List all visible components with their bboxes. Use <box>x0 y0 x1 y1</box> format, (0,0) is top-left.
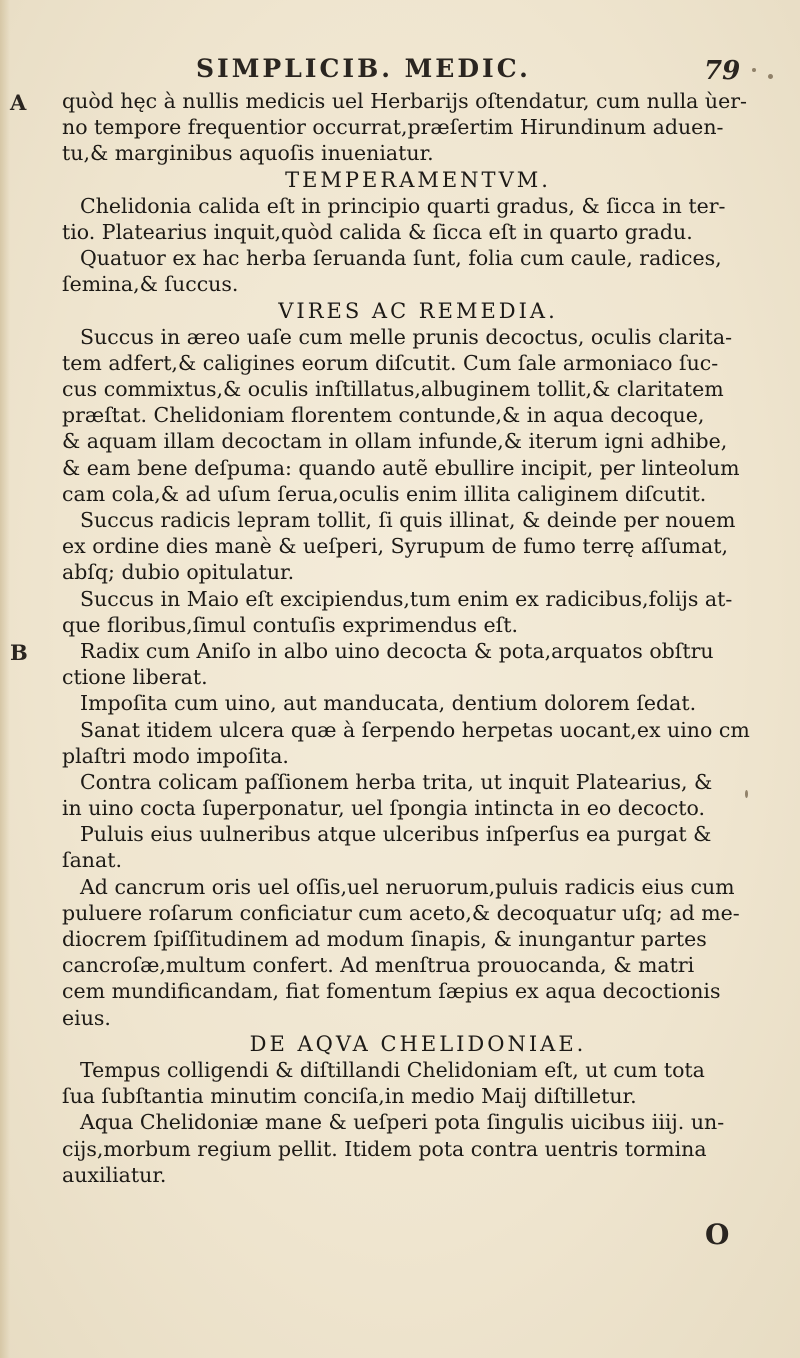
text-line: Succus in æreo uaſe cum melle prunis decoctus, oculis clarita- <box>80 324 733 349</box>
text-line: præſtat. Chelidoniam florentem contunde,& in aqua decoque, <box>62 403 705 428</box>
section-heading: TEMPERAMENTVM. <box>285 167 551 192</box>
text-line: Succus in Maio eſt excipiendus,tum enim ex radicibus,folijs at- <box>80 586 733 611</box>
text-line: ſemina,& ſuccus. <box>62 272 239 297</box>
margin-letter-b: B <box>10 640 28 665</box>
text-line: Radix cum Aniſo in albo uino decocta & pota,arquatos obſtru <box>80 638 714 663</box>
text-line: ſanat. <box>62 848 122 873</box>
catchword: O <box>705 1218 730 1251</box>
text-line: ſua ſubſtantia minutim conciſa,in medio Maij diſtilletur. <box>62 1084 637 1109</box>
text-line: cijs,morbum regium pellit. Itidem pota contra uentris tormina <box>62 1136 707 1161</box>
text-line: auxiliatur. <box>62 1162 167 1187</box>
text-line: tio. Platearius inquit,quòd calida & ſicca eſt in quarto gradu. <box>62 219 693 244</box>
text-line: Impoſita cum uino, aut manducata, dentium dolorem ſedat. <box>80 691 697 716</box>
text-line: Tempus colligendi & diſtillandi Chelidoniam eſt, ut cum tota <box>80 1057 705 1082</box>
text-line: plaſtri modo impoſita. <box>62 743 289 768</box>
text-line: tu,& marginibus aquoſis inueniatur. <box>62 141 434 166</box>
text-line: Sanat itidem ulcera quæ à ſerpendo herpetas uocant,ex uino cm <box>80 717 750 742</box>
text-line: cancroſæ,multum confert. Ad menſtrua prouocanda, & matri <box>62 953 695 978</box>
text-line: que floribus,ſimul contuſis exprimendus eſt. <box>62 612 518 637</box>
text-line: ex ordine dies manè & ueſperi, Syrupum de fumo terrę aſſumat, <box>62 534 728 559</box>
text-line: Ad cancrum oris uel oſſis,uel neruorum,puluis radicis eius cum <box>80 874 735 899</box>
text-line: in uino cocta ſuperponatur, uel ſpongia intincta in eo decocto. <box>62 796 705 821</box>
ink-speck <box>752 68 756 72</box>
text-line: puluere roſarum conficiatur cum aceto,& decoquatur uſq; ad me- <box>62 900 740 925</box>
text-line: Contra colicam paſſionem herba trita, ut inquit Platearius, & <box>80 769 713 794</box>
text-line: abſq; dubio opitulatur. <box>62 560 295 585</box>
ink-speck <box>745 790 748 798</box>
text-line: & aquam illam decoctam in ollam infunde,& iterum igni adhibe, <box>62 429 728 454</box>
text-line: Puluis eius uulneribus atque ulceribus inſperſus ea purgat & <box>80 822 712 847</box>
text-line: quòd hęc à nullis medicis uel Herbarijs oſtendatur, cum nulla ùer- <box>62 89 747 113</box>
margin-letter-a: A <box>10 90 27 115</box>
text-line: ctione liberat. <box>62 665 208 690</box>
text-line: cam cola,& ad uſum ſerua,oculis enim illita caliginem diſcutit. <box>62 481 707 506</box>
page-number: 79 <box>704 56 741 86</box>
text-line: & eam bene deſpuma: quando autẽ ebullire incipit, per linteolum <box>62 455 740 480</box>
text-line: tem adfert,& caligines eorum diſcutit. Cum ſale armoniaco ſuc- <box>62 350 719 375</box>
text-line: no tempore frequentior occurrat,præſertim Hirundinum aduen- <box>62 115 724 140</box>
body-text <box>62 88 774 1188</box>
text-line: eius. <box>62 1005 111 1030</box>
text-line: diocrem ſpiſſitudinem ad modum ſinapis, & inungantur partes <box>62 927 707 951</box>
text-line: cem mundificandam, fiat fomentum ſæpius ex aqua decoctionis <box>62 979 721 1004</box>
text-line: Succus radicis lepram tollit, ſi quis illinat, & deinde per nouem <box>80 508 736 532</box>
text-line: Chelidonia calida eſt in principio quarti gradus, & ſicca in ter- <box>80 193 726 218</box>
section-heading: DE AQVA CHELIDONIAE. <box>249 1031 587 1056</box>
running-head: SIMPLICIB. MEDIC. <box>196 54 531 83</box>
text-line: Aqua Chelidoniæ mane & ueſperi pota ſingulis uicibus iiij. un- <box>80 1110 725 1135</box>
section-heading: VIRES AC REMEDIA. <box>278 298 558 323</box>
text-line: cus commixtus,& oculis inſtillatus,albuginem tollit,& claritatem <box>62 377 724 402</box>
ink-speck <box>768 74 773 79</box>
page-edge-shadow <box>0 0 10 1358</box>
text-line: Quatuor ex hac herba ſeruanda ſunt, folia cum caule, radices, <box>80 246 722 271</box>
page-header <box>0 48 800 92</box>
